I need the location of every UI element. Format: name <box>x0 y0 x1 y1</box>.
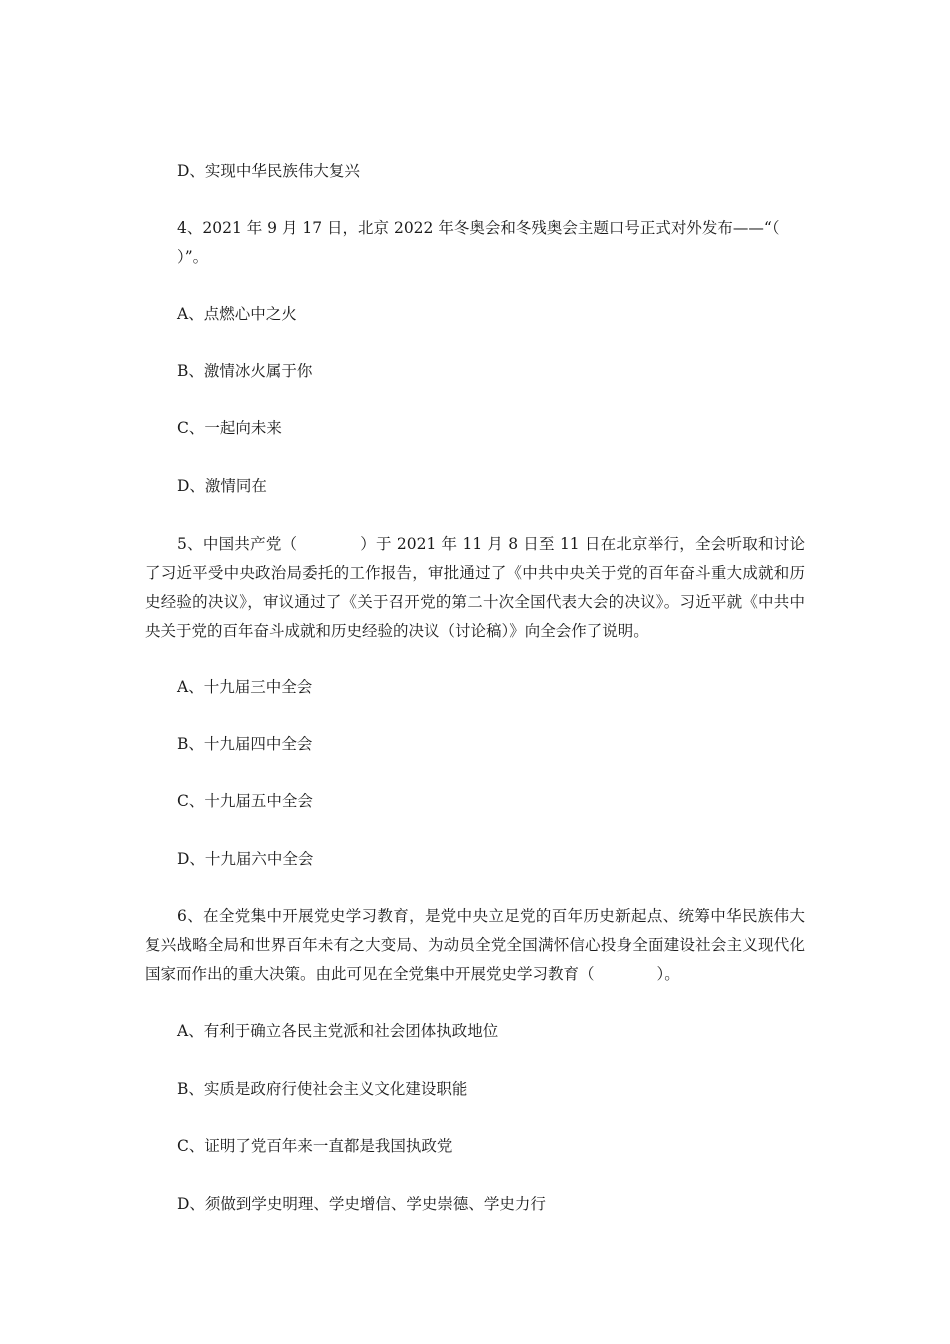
q5-option-a: A、十九届三中全会 <box>177 678 313 696</box>
q4-stem-line2: ）”。 <box>177 248 209 266</box>
q4-option-a: A、点燃心中之火 <box>177 305 297 323</box>
q6-option-d: D、须做到学史明理、学史增信、学史崇德、学史力行 <box>177 1195 546 1213</box>
q4-option-c: C、一起向未来 <box>177 419 282 437</box>
q6-option-c: C、证明了党百年来一直都是我国执政党 <box>177 1137 453 1155</box>
q5-option-b: B、十九届四中全会 <box>177 735 313 753</box>
q4-option-d: D、激情同在 <box>177 477 267 495</box>
q6-stem: 6、在全党集中开展党史学习教育，是党中央立足党的百年历史新起点、统筹中华民族伟大复兴战略全局和世界百年未有之大变局、为动员全党全国满怀信心投身全面建设社会主义现代化国家而作出的重大决策。由此可见在全党集中开展党史学习教育（ ）。 <box>145 907 805 983</box>
q6-option-b: B、实质是政府行使社会主义文化建设职能 <box>177 1080 468 1098</box>
q4-stem <box>177 214 805 272</box>
q5-stem: 5、中国共产党（ ）于 2021 年 11 月 8 日至 11 日在北京举行，全会听取和讨论了习近平受中央政治局委托的工作报告，审批通过了《中共中央关于党的百年奋斗重大成就和历史经验的决议》，审议通过了《关于召开党的第二十次全国代表大会的决议》。习近平就《中共中央关于党的百年奋斗成就和历史经验的决议（讨论稿）》向全会作了说明。 <box>145 535 805 640</box>
q6-option-a: A、有利于确立各民主党派和社会团体执政地位 <box>177 1022 499 1040</box>
q4-stem-line1: 4、2021 年 9 月 17 日，北京 2022 年冬奥会和冬残奥会主题口号正式对外发布——“（ <box>177 219 780 237</box>
q3-option-d: D、实现中华民族伟大复兴 <box>177 162 360 180</box>
q5-option-d: D、十九届六中全会 <box>177 850 314 868</box>
q5-option-c: C、十九届五中全会 <box>177 792 313 810</box>
q4-option-b: B、激情冰火属于你 <box>177 362 313 380</box>
